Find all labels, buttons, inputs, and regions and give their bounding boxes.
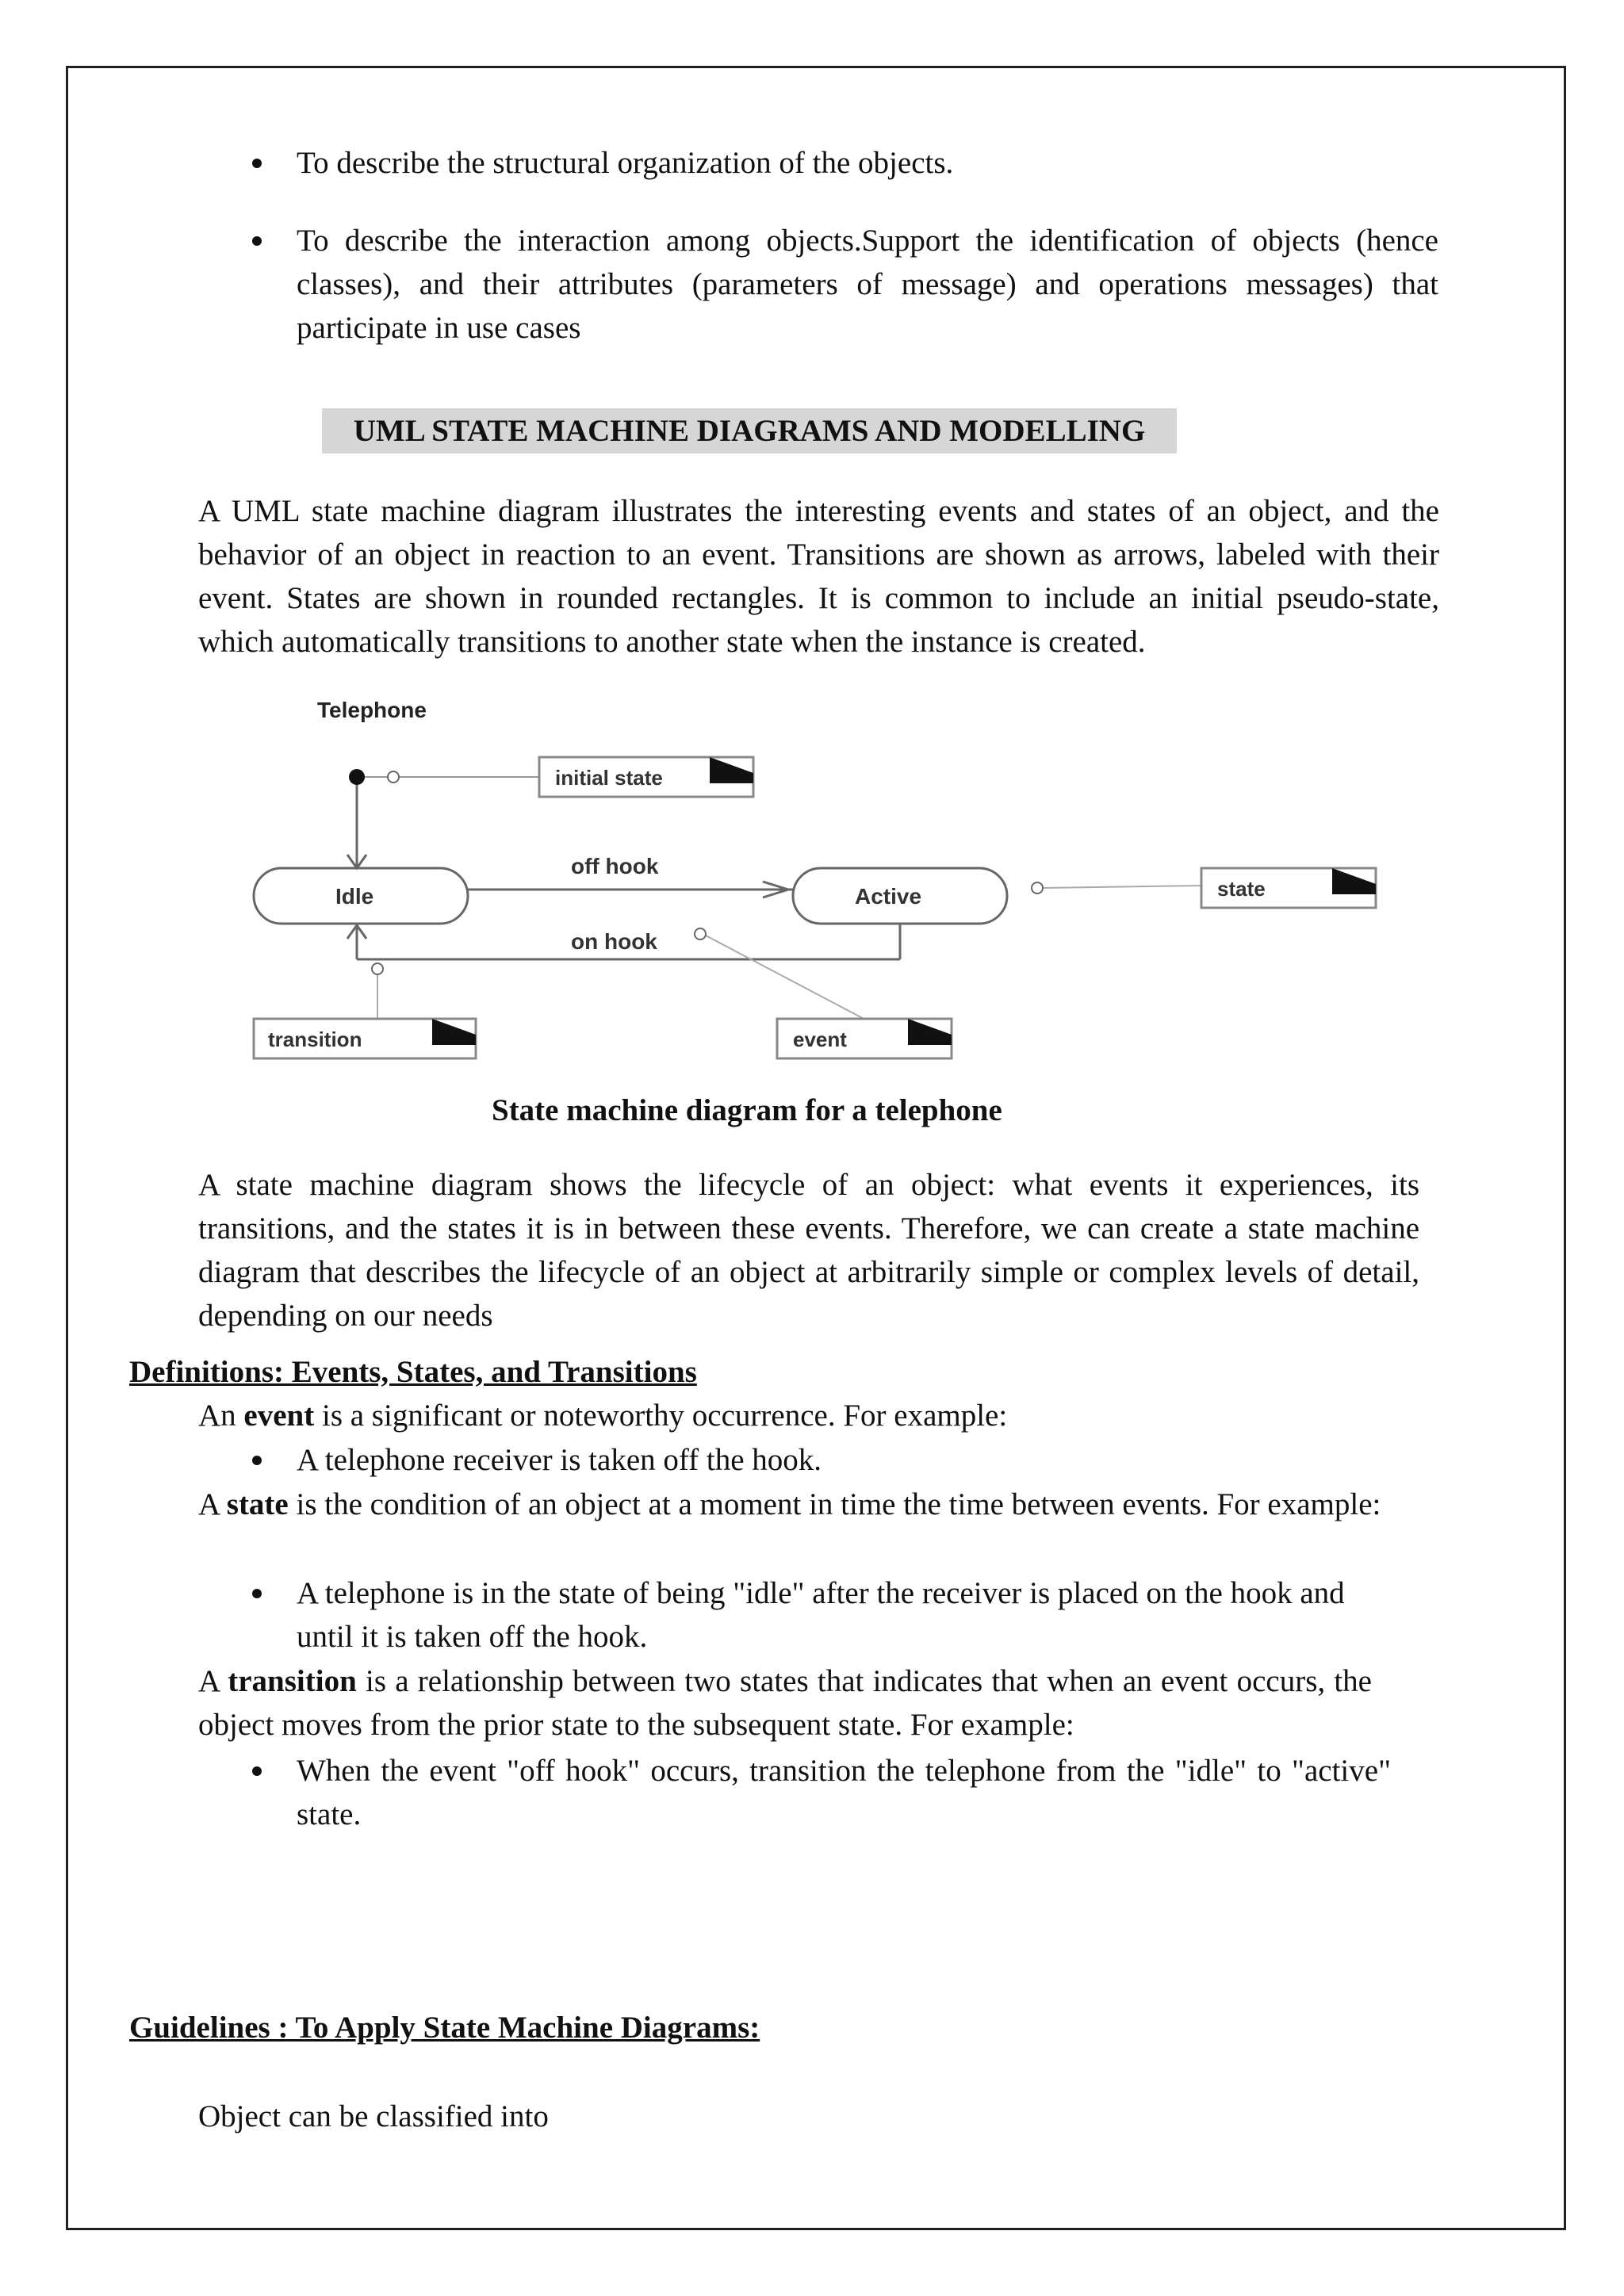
bullet-dot [252,236,262,246]
bullet-dot [252,1589,262,1598]
guidelines-heading: Guidelines : To Apply State Machine Diagrams: [129,2011,760,2045]
state-example: A telephone is in the state of being "idle" after the receiver is placed on the hook and until it is taken off the hook. [297,1576,1345,1654]
bullet-dot [252,1456,262,1465]
state-machine-diagram [238,690,1396,1070]
bullet-structural: To describe the structural organization of the objects. [297,146,954,180]
guidelines-text: Object can be classified into [198,2099,549,2133]
state-idle: Idle [335,884,374,909]
state-active: Active [855,884,922,909]
bullet-dot [252,159,262,168]
note-event: event [793,1027,847,1051]
state-definition: A state is the condition of an object at a moment in time the time between events. For example: [198,1487,1381,1521]
bullet-interaction: To describe the interaction among objects.Support the identification of objects (hence classes), and their attributes (parameters of message) and operations messages) that participate in use cases [297,224,1438,345]
section-heading: UML STATE MACHINE DIAGRAMS AND MODELLING [353,414,1146,448]
note-state: state [1217,877,1266,901]
transition-definition: A transition is a relationship between two states that indicates that when an event occurs, the object moves from the prior state to the subsequent state. For example: [198,1664,1372,1742]
transition-on-hook: on hook [571,929,657,954]
definitions-heading: Definitions: Events, States, and Transitions [129,1355,697,1389]
note-initial-state: initial state [555,766,663,790]
event-example: A telephone receiver is taken off the hook. [297,1443,822,1477]
event-definition: An event is a significant or noteworthy occurrence. For example: [198,1399,1008,1433]
figure-caption: State machine diagram for a telephone [492,1093,1002,1127]
transition-example: When the event "off hook" occurs, transition the telephone from the "idle" to "active" state. [297,1754,1391,1831]
page-border [66,66,1566,2230]
intro-paragraph: A UML state machine diagram illustrates the interesting events and states of an object, and the behavior of an object in reaction to an event. Transitions are shown as arrows, labeled with their event. States are shown in rounded rectangles. It is common to include an initial pseudo-state, which automatically transitions to another state when the instance is created. [198,494,1439,659]
diagram-title: Telephone [317,698,427,722]
note-transition: transition [268,1027,362,1051]
transition-off-hook: off hook [571,854,659,878]
bullet-dot [252,1766,262,1776]
lifecycle-paragraph: A state machine diagram shows the lifecycle of an object: what events it experiences, its transitions, and the states it is in between these events. Therefore, we can create a state machine diagram that describes the lifecycle of an object at arbitrarily simple or complex levels of detail, depending on our needs [198,1168,1419,1333]
